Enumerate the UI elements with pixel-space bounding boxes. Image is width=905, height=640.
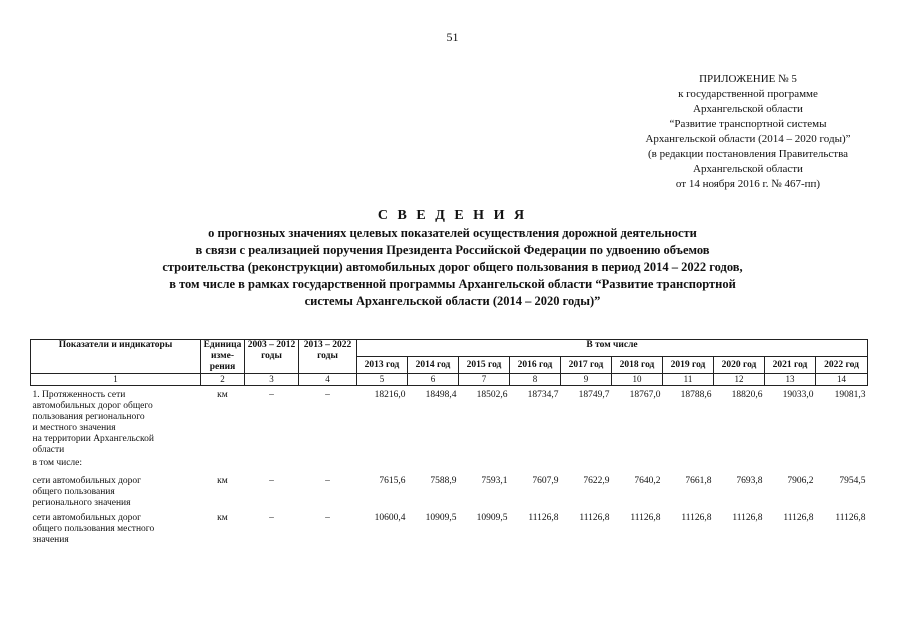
indicator-name-line: общего пользования местного [32, 524, 155, 534]
column-number: 14 [816, 374, 868, 386]
indicator-name-line: и местного значения [32, 423, 116, 433]
value-cell: 7640,2 [634, 476, 661, 486]
period1-cell: – [269, 513, 274, 523]
appendix-line: ПРИЛОЖЕНИЕ № 5 [699, 73, 797, 85]
period2-cell: – [325, 476, 330, 486]
value-cell: 7622,9 [583, 476, 610, 486]
value-cell: 19033,0 [782, 390, 814, 400]
value-cell: 11126,8 [681, 513, 712, 523]
appendix-line: Архангельской области [693, 163, 803, 175]
indicator-name-line: сети автомобильных дорог [32, 513, 142, 523]
value-cell: 7954,5 [839, 476, 866, 486]
value-cell: 7661,8 [685, 476, 712, 486]
indicator-name [31, 472, 201, 509]
column-number: 11 [663, 374, 714, 386]
value-cell: 7588,9 [430, 476, 457, 486]
table-row [31, 509, 868, 546]
period2-cell: – [325, 513, 330, 523]
unit-cell: км [217, 390, 228, 400]
indicator-name [31, 386, 201, 457]
appendix-note [598, 72, 898, 192]
column-number: 8 [510, 374, 561, 386]
column-number: 1 [31, 374, 201, 386]
column-number: 2 [201, 374, 245, 386]
indicators-table [30, 339, 868, 546]
value-cell: 19081,3 [834, 390, 866, 400]
header-unit: Единица изме-рения [201, 340, 245, 374]
column-number: 4 [299, 374, 357, 386]
indicator-name-line: пользования регионального [32, 412, 145, 422]
title-line: о прогнозных значениях целевых показателей осуществления дорожной деятельности [208, 226, 697, 240]
value-cell: 7593,1 [481, 476, 508, 486]
table-subheading-row [31, 456, 868, 472]
header-year: 2013 год [357, 357, 408, 374]
column-number: 9 [561, 374, 612, 386]
header-period-2003-2012: 2003 – 2012 годы [245, 340, 299, 374]
page-number: 51 [446, 30, 459, 44]
value-cell: 11126,8 [783, 513, 814, 523]
value-cell: 18498,4 [425, 390, 457, 400]
appendix-line: (в редакции постановления Правительства [647, 148, 849, 160]
value-cell: 7906,2 [787, 476, 814, 486]
table-row [31, 472, 868, 509]
value-cell: 10909,5 [476, 513, 508, 523]
indicator-name-line: автомобильных дорог общего [32, 401, 153, 411]
header-period-2013-2022: 2013 – 2022 годы [299, 340, 357, 374]
value-cell: 11126,8 [630, 513, 661, 523]
value-cell: 18216,0 [374, 390, 406, 400]
value-cell: 18749,7 [578, 390, 610, 400]
appendix-line: Архангельской области (2014 – 2020 годы)” [645, 133, 851, 145]
title-line: в связи с реализацией поручения Президента Российской Федерации по удвоению объемов [195, 243, 710, 257]
header-year: 2022 год [816, 357, 868, 374]
value-cell: 18734,7 [527, 390, 559, 400]
column-number: 3 [245, 374, 299, 386]
header-year: 2015 год [459, 357, 510, 374]
header-year: 2014 год [408, 357, 459, 374]
header-year: 2020 год [714, 357, 765, 374]
indicator-name-line: 1. Протяженность сети [32, 390, 126, 400]
value-cell: 10600,4 [374, 513, 406, 523]
value-cell: 7615,6 [379, 476, 406, 486]
column-number: 7 [459, 374, 510, 386]
indicator-name-line: общего пользования [32, 487, 115, 497]
value-cell: 10909,5 [425, 513, 457, 523]
period2-cell: – [325, 390, 330, 400]
header-indicators: Показатели и индикаторы [31, 340, 201, 374]
header-year: 2019 год [663, 357, 714, 374]
title-line: в том числе в рамках государственной программы Архангельской области “Развитие транспортной [169, 277, 736, 291]
header-including: В том числе [357, 340, 868, 357]
title-heading: С В Е Д Е Н И Я [377, 208, 528, 223]
indicator-name-line: сети автомобильных дорог [32, 476, 142, 486]
column-numbers-row [31, 374, 868, 386]
column-number: 6 [408, 374, 459, 386]
indicator-name-line: области [32, 445, 65, 455]
value-cell: 18820,6 [731, 390, 763, 400]
header-year: 2018 год [612, 357, 663, 374]
value-cell: 18788,6 [680, 390, 712, 400]
value-cell: 11126,8 [579, 513, 610, 523]
appendix-line: к государственной программе [678, 88, 818, 100]
appendix-line: от 14 ноября 2016 г. № 467-пп) [675, 178, 821, 190]
table-row [31, 386, 868, 457]
value-cell: 7693,8 [736, 476, 763, 486]
column-number: 13 [765, 374, 816, 386]
value-cell: 11126,8 [528, 513, 559, 523]
value-cell: 11126,8 [732, 513, 763, 523]
value-cell: 11126,8 [835, 513, 866, 523]
value-cell: 7607,9 [532, 476, 559, 486]
period1-cell: – [269, 476, 274, 486]
unit-cell: км [217, 476, 228, 486]
value-cell: 18767,0 [629, 390, 661, 400]
indicator-name-line: на территории Архангельской [32, 434, 154, 444]
title-line: системы Архангельской области (2014 – 2020 годы)” [304, 294, 601, 308]
subheading-label: в том числе: [32, 458, 83, 468]
unit-cell: км [217, 513, 228, 523]
indicator-name [31, 509, 201, 546]
title-line: строительства (реконструкции) автомобильных дорог общего пользования в период 2014 – 2022 годов, [162, 260, 743, 274]
table-header-row [31, 340, 868, 357]
indicator-name-line: значения [32, 535, 69, 545]
indicator-name-line: регионального значения [32, 498, 131, 508]
column-number: 5 [357, 374, 408, 386]
header-year: 2016 год [510, 357, 561, 374]
appendix-line: Архангельской области [693, 103, 803, 115]
document-title [0, 207, 905, 310]
title-subtitle [0, 225, 905, 310]
value-cell: 18502,6 [476, 390, 508, 400]
column-number: 12 [714, 374, 765, 386]
column-number: 10 [612, 374, 663, 386]
appendix-line: “Развитие транспортной системы [669, 118, 827, 130]
header-year: 2017 год [561, 357, 612, 374]
period1-cell: – [269, 390, 274, 400]
header-year: 2021 год [765, 357, 816, 374]
